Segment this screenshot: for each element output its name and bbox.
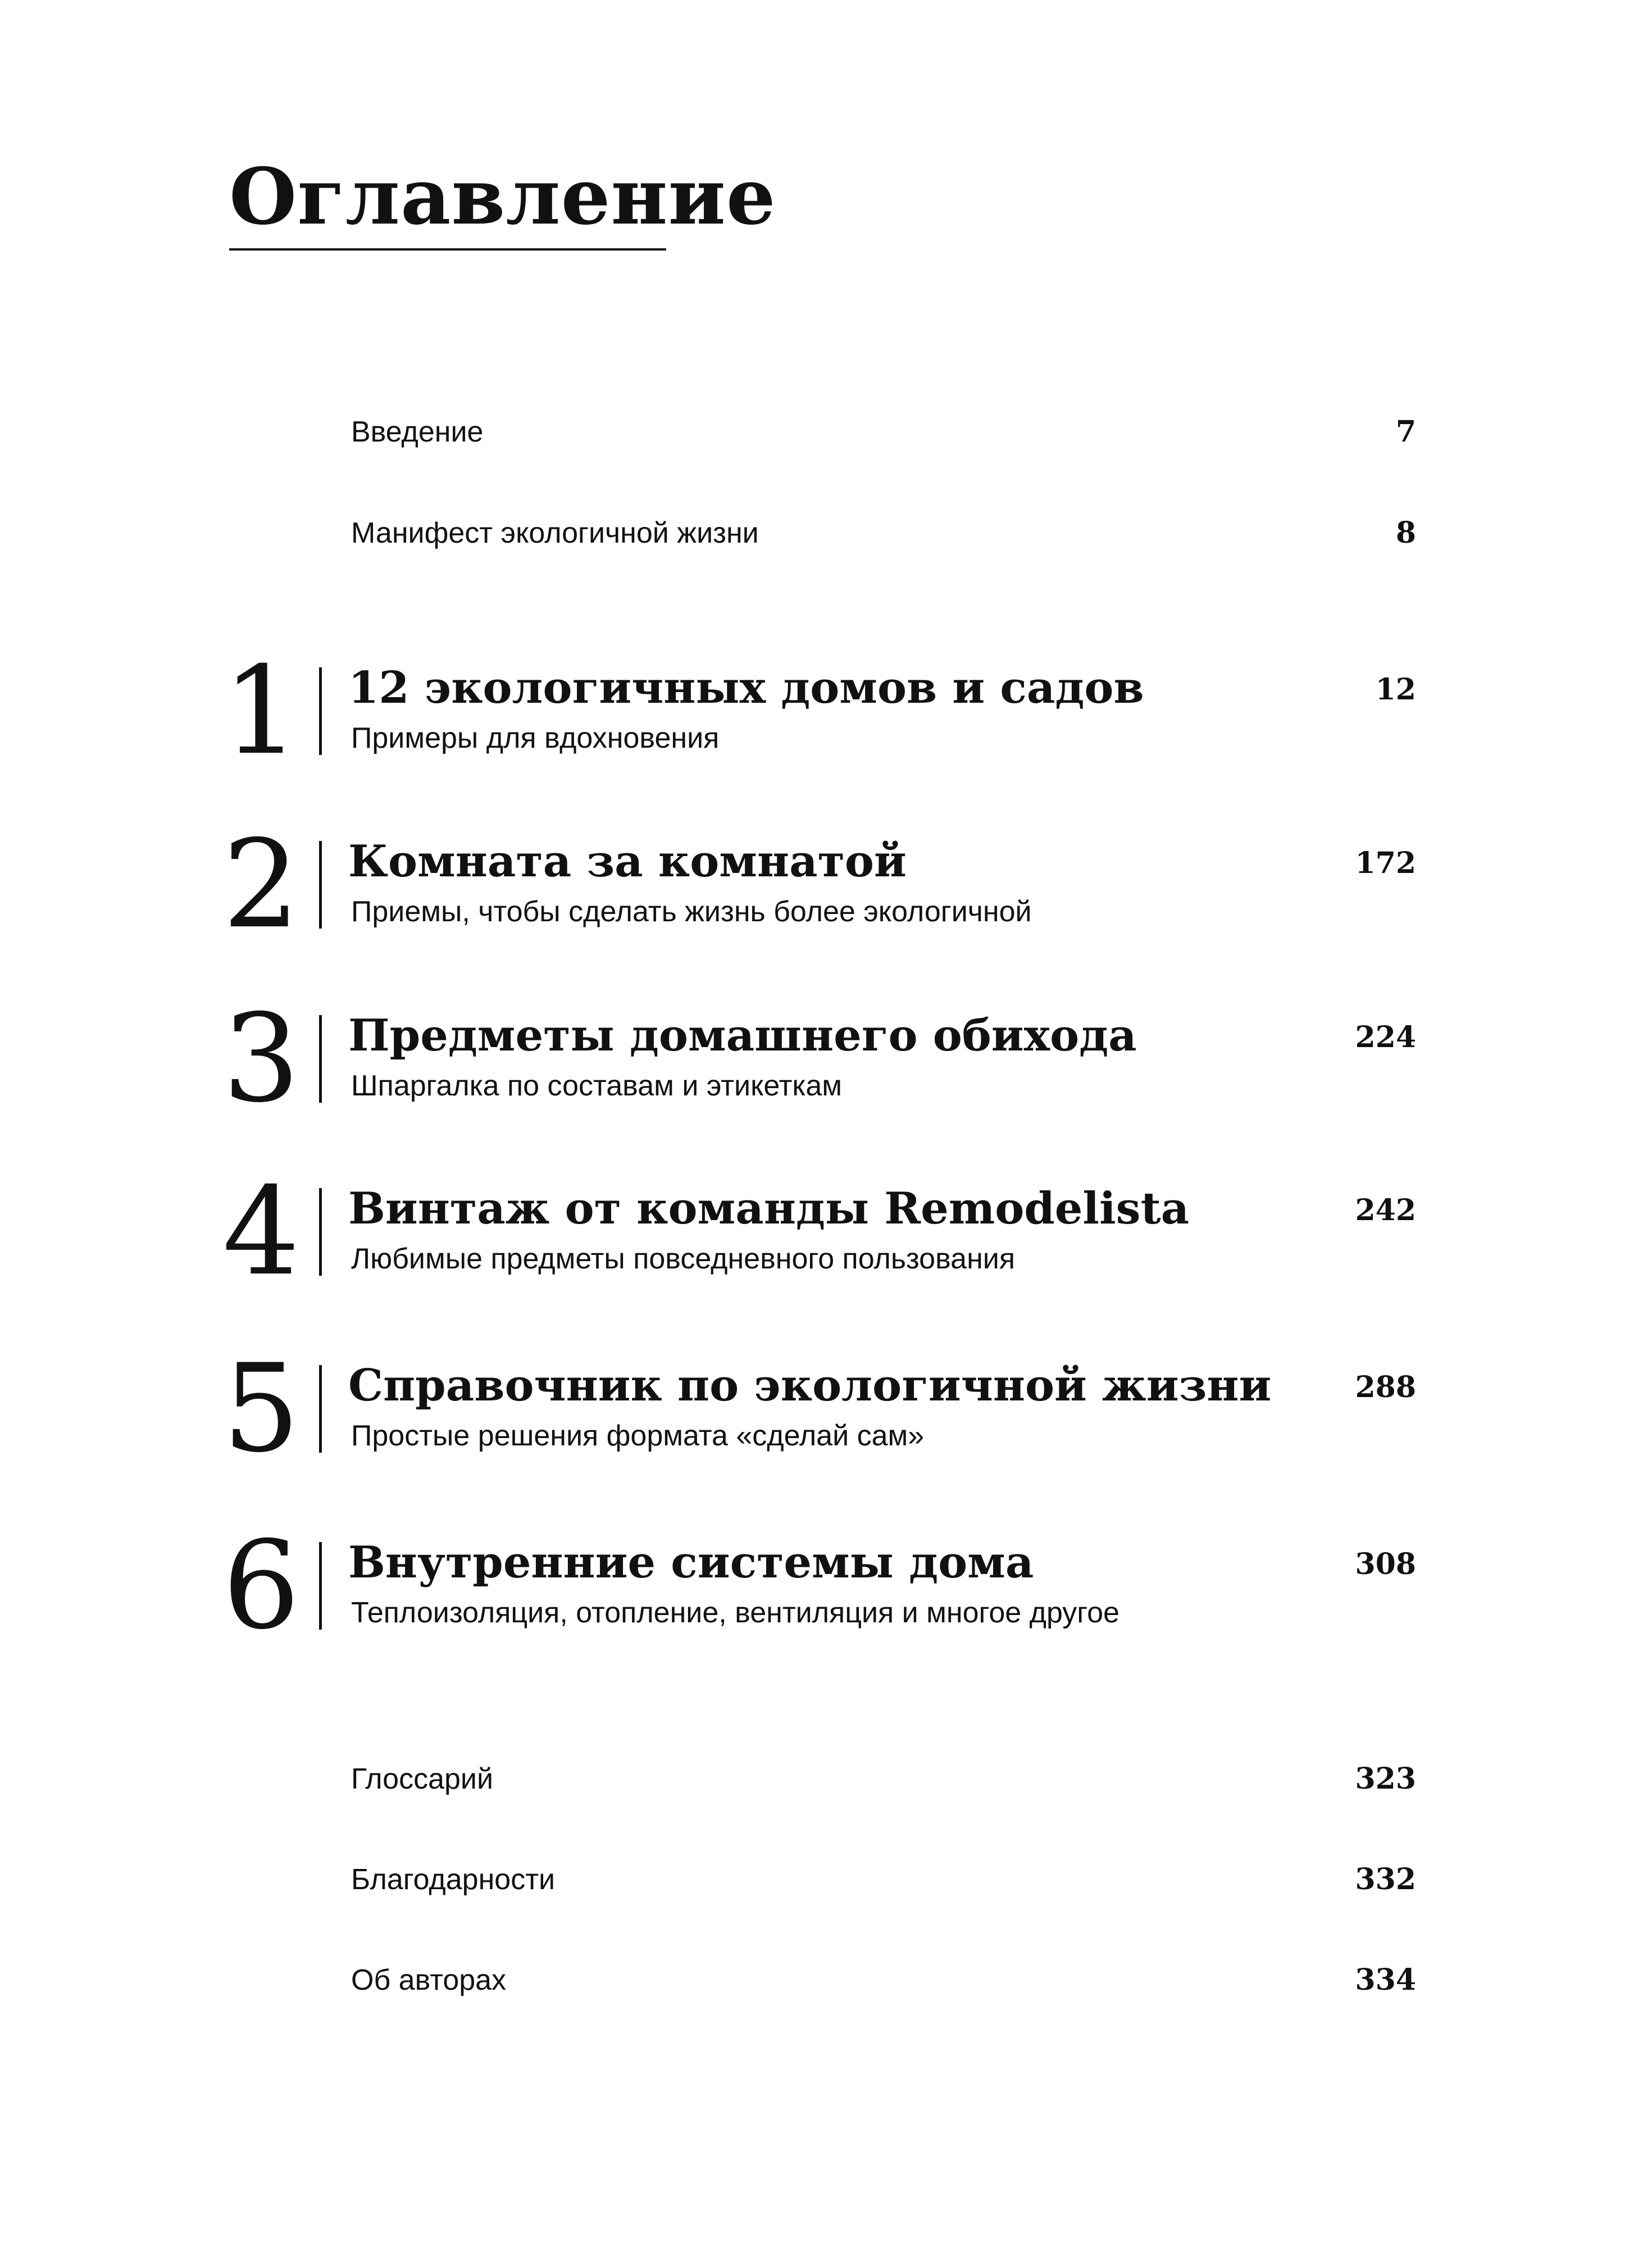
chapter-title: Винтаж от команды Remodelista [348,1183,1190,1234]
chapter-page: 308 [1355,1547,1416,1581]
chapter-subtitle: Примеры для вдохновения [351,722,720,754]
title-underline [229,248,666,251]
chapter-subtitle: Теплоизоляция, отопление, вентиляция и многое другое [351,1596,1119,1629]
toc-entry-page: 323 [1355,1762,1416,1796]
chapter-number: 3 [222,988,300,1129]
toc-chapter-5[interactable] [219,1338,1416,1479]
chapter-number: 4 [222,1161,300,1302]
toc-chapter-2[interactable] [219,814,1416,955]
toc-entry-about-authors[interactable] [351,1955,1416,2005]
chapter-divider [319,1365,322,1453]
chapter-page: 242 [1355,1193,1416,1227]
chapter-title: Предметы домашнего обихода [348,1010,1137,1061]
chapter-divider [319,1015,322,1103]
toc-entry-page: 8 [1395,516,1416,550]
page-title: Оглавление [229,151,776,242]
chapter-page: 288 [1355,1370,1416,1404]
chapter-title: Справочник по экологичной жизни [348,1360,1272,1411]
chapter-title: Внутренние системы дома [348,1537,1034,1588]
chapter-subtitle: Простые решения формата «сделай сам» [351,1420,925,1452]
toc-entry-label: Манифест экологичной жизни [351,517,759,549]
chapter-title: Комната за комнатой [348,836,907,887]
toc-entry-page: 334 [1355,1963,1416,1997]
chapter-subtitle: Любимые предметы повседневного пользования [351,1243,1015,1275]
toc-entry-label: Благодарности [351,1863,556,1896]
chapter-number: 2 [222,814,300,955]
toc-chapter-3[interactable] [219,988,1416,1129]
chapter-title: 12 экологичных домов и садов [348,662,1144,713]
toc-entry-glossary[interactable] [351,1754,1416,1804]
toc-entry-acknowledgements[interactable] [351,1854,1416,1905]
toc-entry-label: Об авторах [351,1964,507,1996]
chapter-page: 12 [1375,672,1416,707]
chapter-subtitle: Приемы, чтобы сделать жизнь более экологичной [351,895,1032,928]
chapter-number: 6 [222,1515,300,1656]
chapter-divider [319,1188,322,1276]
toc-entry-label: Введение [351,416,484,448]
toc-entry-page: 332 [1355,1862,1416,1896]
chapter-divider [319,841,322,929]
toc-entry-label: Глоссарий [351,1763,494,1795]
toc-chapter-4[interactable] [219,1161,1416,1302]
chapter-divider [319,667,322,755]
chapter-subtitle: Шпаргалка по составам и этикеткам [351,1070,842,1102]
toc-entry-manifesto[interactable] [351,508,1416,558]
chapter-number: 1 [222,640,300,781]
chapter-divider [319,1542,322,1630]
toc-chapter-1[interactable] [219,640,1416,781]
chapter-number: 5 [222,1338,300,1479]
chapter-page: 172 [1355,846,1416,880]
chapter-page: 224 [1355,1020,1416,1054]
toc-entry-page: 7 [1395,415,1416,449]
toc-entry-introduction[interactable] [351,407,1416,457]
toc-chapter-6[interactable] [219,1515,1416,1656]
